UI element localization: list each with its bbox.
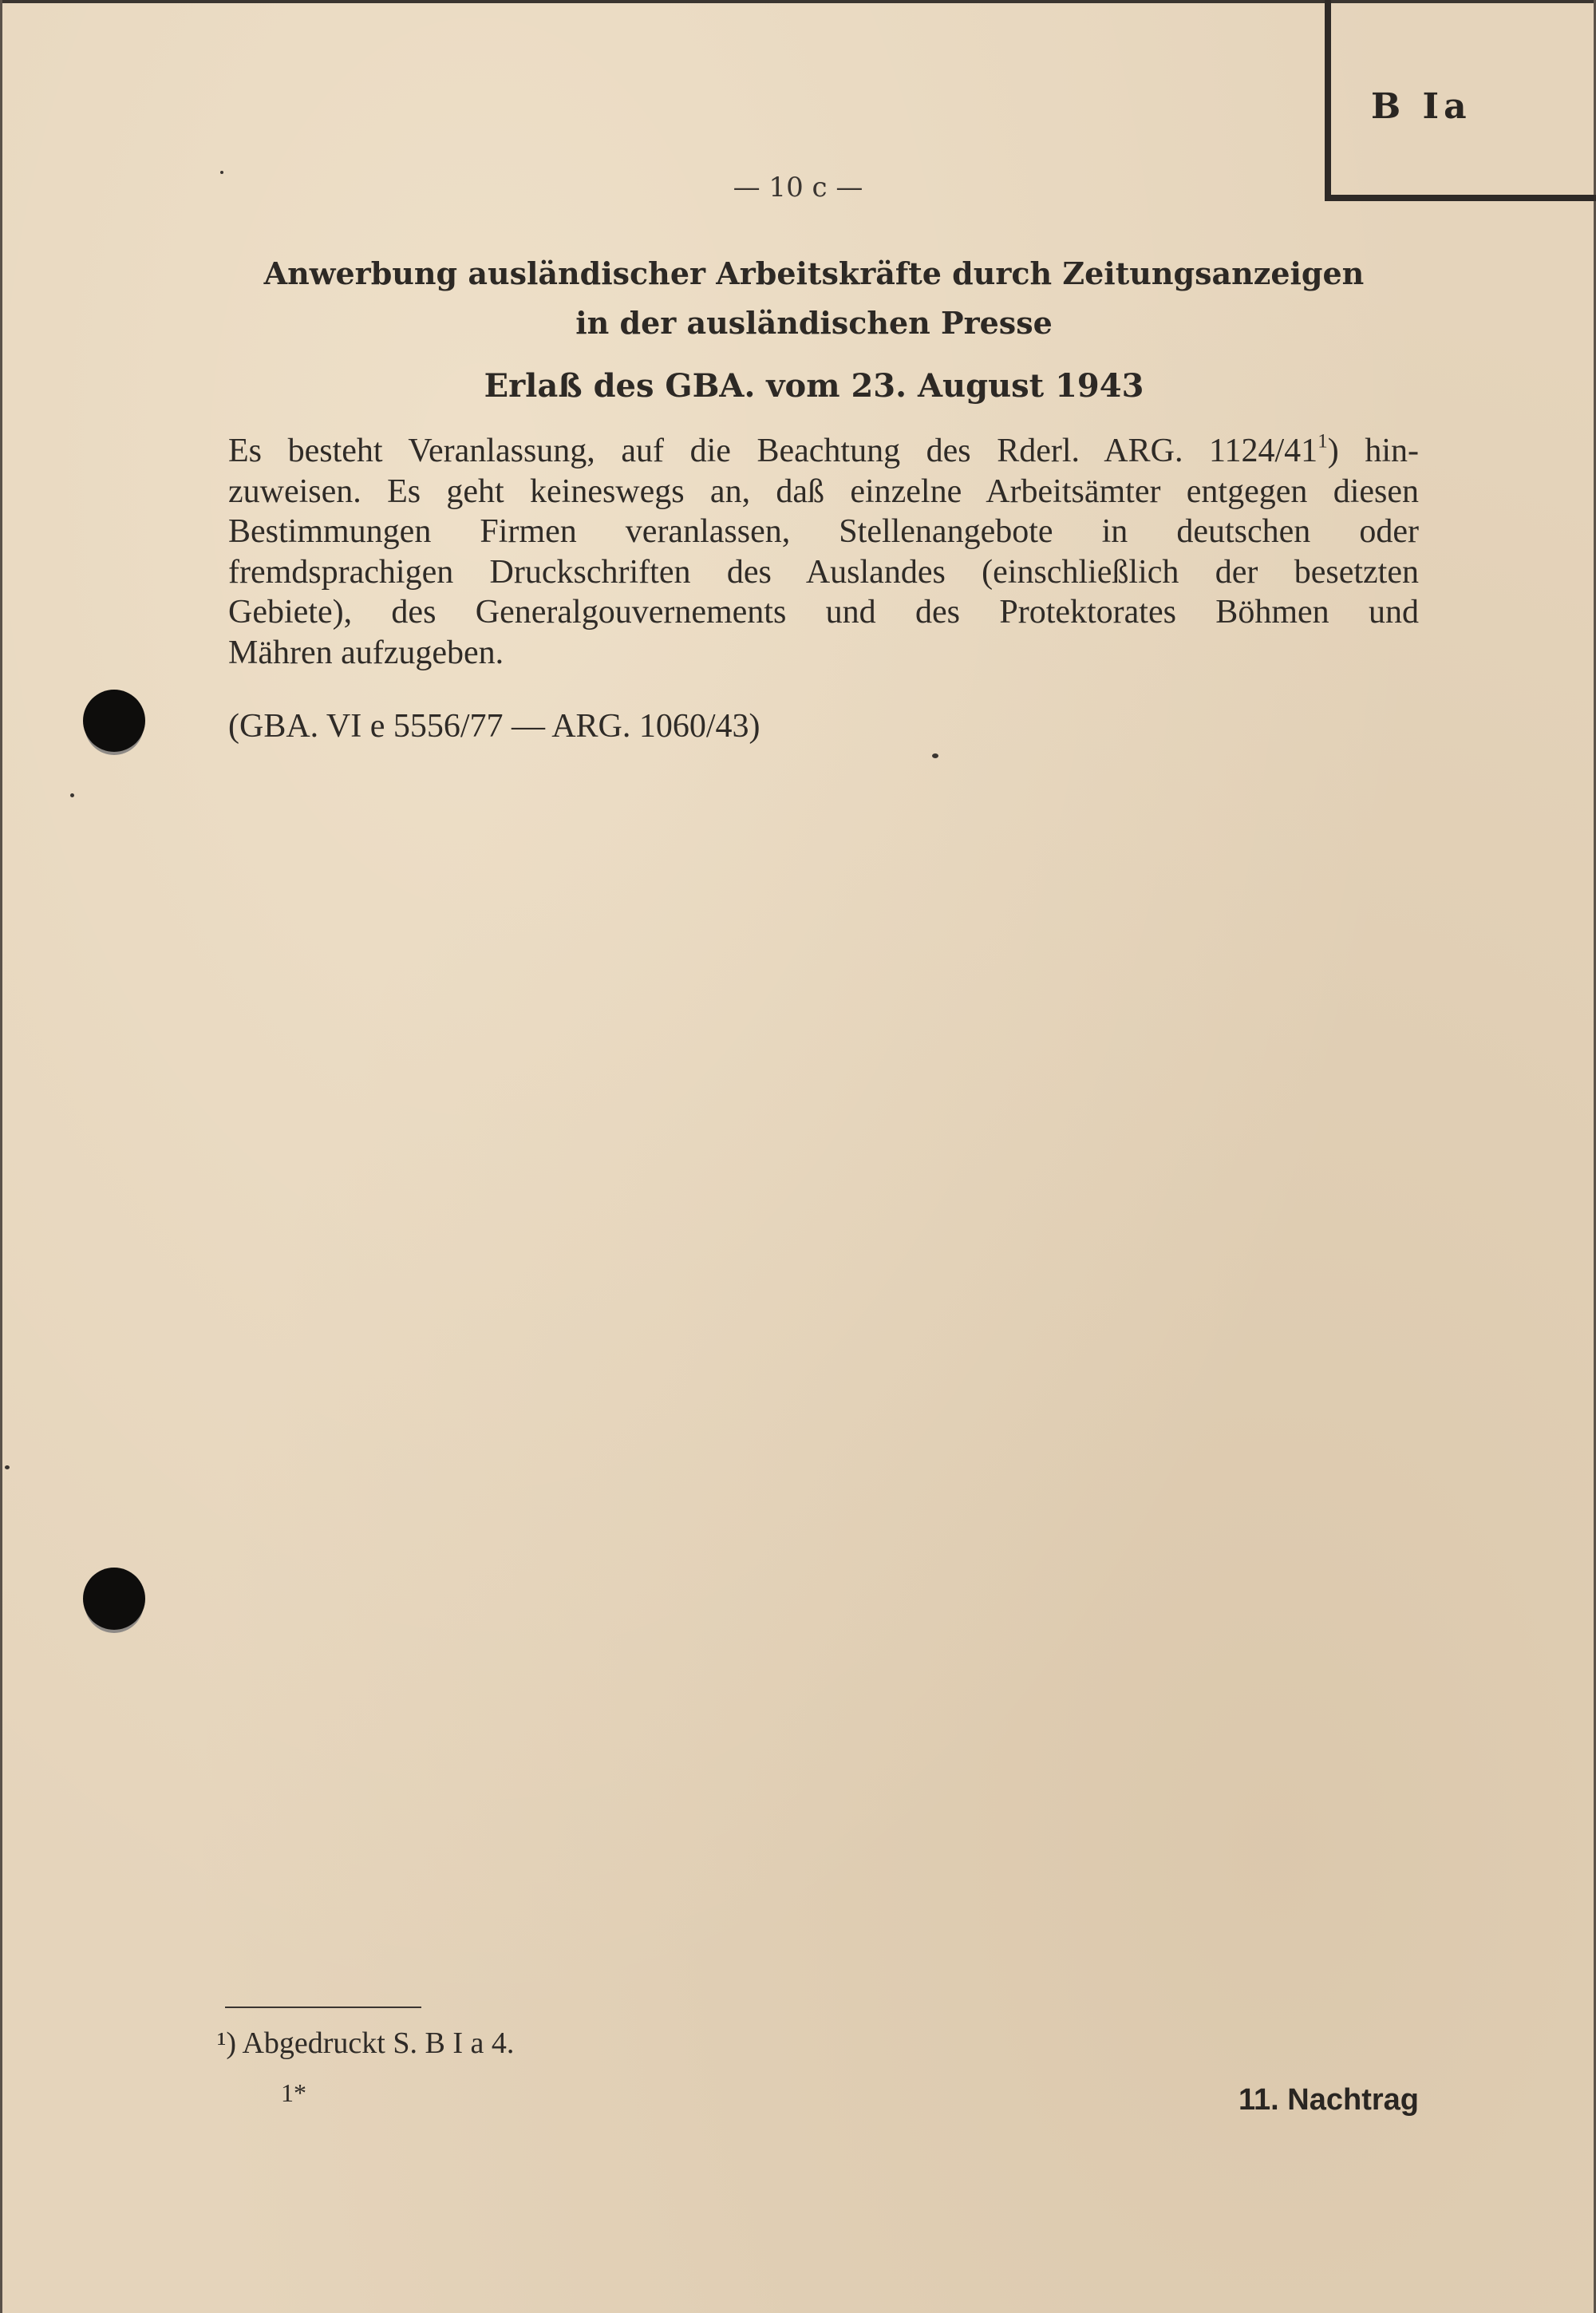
page-left-edge <box>0 0 2 2313</box>
paper-speck <box>932 753 938 758</box>
body-line-1-tail: ) hin- <box>1327 433 1419 469</box>
punch-hole-upper <box>83 690 145 752</box>
body-line-4: fremdsprachigen Druckschriften des Auslandes (einschließlich der besetzten <box>228 553 1419 591</box>
body-paragraph <box>228 431 1419 673</box>
body-line-3: Bestimmungen Firmen veranlassen, Stellenangebote in deutschen oder <box>228 513 1419 550</box>
page-number: — 10 c — <box>733 172 863 204</box>
body-line-1-text: Es besteht Veranlassung, auf die Beachtung des Rderl. ARG. 1124/41 <box>228 433 1318 469</box>
paper-speck <box>5 1465 10 1469</box>
body-line-1 <box>228 431 1419 472</box>
title-line-1: Anwerbung ausländischer Arbeitskräfte durch Zeitungsanzeigen <box>263 255 1365 291</box>
punch-hole-lower <box>83 1568 145 1630</box>
body-line-2: zuweisen. Es geht keineswegs an, daß einzelne Arbeitsämter entgegen diesen <box>228 472 1419 510</box>
body-line-6: Mähren aufzugeben. <box>228 634 504 671</box>
footnote-rule <box>225 2007 421 2008</box>
footnote-marker: 1 <box>1317 430 1328 453</box>
paper-speck <box>70 793 74 797</box>
supplement-label: 11. Nachtrag <box>1238 2083 1419 2117</box>
signature-mark: 1* <box>281 2078 306 2107</box>
paper-speck <box>220 171 223 174</box>
body-line-5: Gebiete), des Generalgouvernements und des Protektorates Böhmen und <box>228 594 1419 631</box>
section-label: B Ia <box>1371 86 1472 127</box>
file-reference: (GBA. VI e 5556/77 — ARG. 1060/43) <box>228 708 760 745</box>
footnote: ¹) Abgedruckt S. B I a 4. <box>217 2026 515 2060</box>
title-line-2: in der ausländischen Presse <box>575 305 1053 341</box>
decree-heading: Erlaß des GBA. vom 23. August 1943 <box>484 367 1144 405</box>
